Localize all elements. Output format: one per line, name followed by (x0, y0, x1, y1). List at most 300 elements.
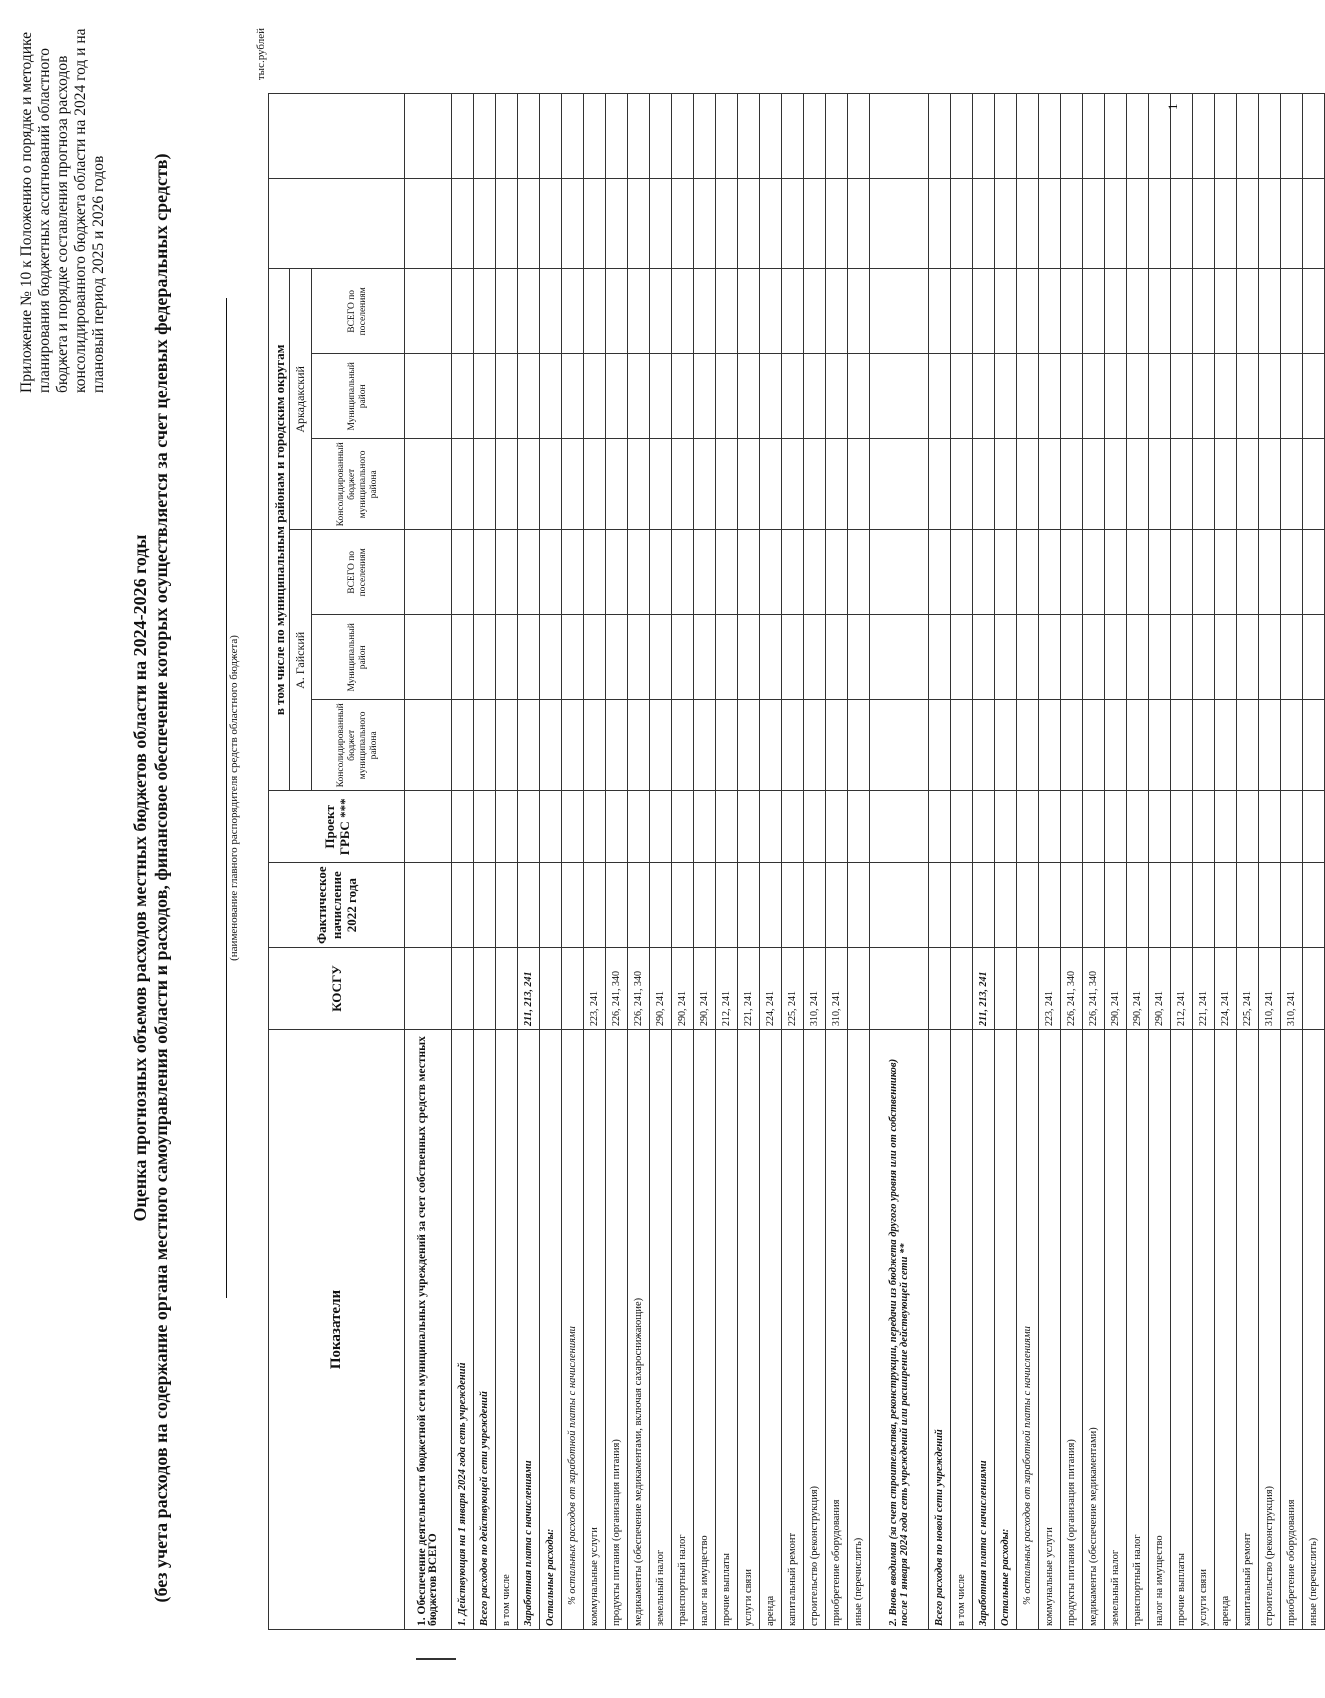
table-row (540, 94, 562, 1630)
value-cell (518, 700, 540, 791)
value-cell (1039, 354, 1061, 439)
value-cell (973, 530, 995, 615)
row-label: 1. Обеспечение деятельности бюджетной сети муниципальных учреждений за счет собственных средств местных бюджетов ВСЕГО (405, 1030, 452, 1630)
value-cell (672, 700, 694, 791)
row-label: Остальные расходы: (540, 1030, 562, 1630)
table-body (405, 94, 1325, 1630)
value-cell (562, 269, 584, 354)
row-kosgu (1303, 948, 1325, 1030)
value-cell (782, 179, 804, 269)
value-cell (405, 354, 452, 439)
value-cell (760, 269, 782, 354)
table-row (1303, 94, 1325, 1630)
value-cell (606, 863, 628, 948)
value-cell (826, 791, 848, 863)
value-cell (738, 863, 760, 948)
value-cell (1259, 530, 1281, 615)
value-cell (760, 700, 782, 791)
table-row (870, 94, 929, 1630)
header-municipal-district: Муниципальный район (312, 615, 405, 700)
value-cell (694, 439, 716, 530)
value-cell (540, 615, 562, 700)
value-cell (474, 863, 496, 948)
row-label: 2. Вновь вводимая (за счет строительства, реконструкции, передачи из бюджета другого уровня или от собственников) после 1 января 2024 года сеть учреждений или расширение действующей сети ** (870, 1030, 929, 1630)
value-cell (1039, 179, 1061, 269)
table-row (1083, 94, 1105, 1630)
value-cell (995, 439, 1017, 530)
value-cell (716, 354, 738, 439)
value-cell (540, 354, 562, 439)
value-cell (870, 94, 929, 179)
appendix-line: плановый период 2025 и 2026 годов (90, 155, 107, 393)
row-label: услуги связи (738, 1030, 760, 1630)
value-cell (848, 863, 870, 948)
value-cell (405, 94, 452, 179)
value-cell (1149, 354, 1171, 439)
row-label: Всего расходов по действующей сети учреждений (474, 1030, 496, 1630)
value-cell (1039, 615, 1061, 700)
value-cell (870, 179, 929, 269)
value-cell (826, 354, 848, 439)
appendix-note (18, 3, 108, 393)
value-cell (929, 863, 951, 948)
row-label: транспортный налог (672, 1030, 694, 1630)
row-kosgu: 212, 241 (1171, 948, 1193, 1030)
table-row (1171, 94, 1193, 1630)
value-cell (1127, 615, 1149, 700)
row-label: 1. Действующая на 1 января 2024 года сеть учреждений (452, 1030, 474, 1630)
value-cell (1149, 439, 1171, 530)
row-label: продукты питания (организация питания) (606, 1030, 628, 1630)
value-cell (694, 530, 716, 615)
value-cell (760, 615, 782, 700)
header-extra-col (269, 179, 405, 269)
value-cell (929, 615, 951, 700)
value-cell (951, 700, 973, 791)
value-cell (1127, 269, 1149, 354)
value-cell (628, 94, 650, 179)
value-cell (1193, 863, 1215, 948)
value-cell (1237, 439, 1259, 530)
row-kosgu: 310, 241 (804, 948, 826, 1030)
value-cell (474, 354, 496, 439)
value-cell (716, 791, 738, 863)
value-cell (826, 269, 848, 354)
value-cell (1215, 791, 1237, 863)
value-cell (738, 354, 760, 439)
value-cell (1171, 530, 1193, 615)
row-kosgu: 290, 241 (650, 948, 672, 1030)
header-settlements-total: ВСЕГО по поселениям (312, 269, 405, 354)
value-cell (628, 863, 650, 948)
value-cell (1127, 179, 1149, 269)
value-cell (1215, 615, 1237, 700)
table-row (929, 94, 951, 1630)
value-cell (804, 94, 826, 179)
value-cell (848, 269, 870, 354)
table-row (782, 94, 804, 1630)
table-row (804, 94, 826, 1630)
value-cell (672, 615, 694, 700)
row-kosgu: 310, 241 (826, 948, 848, 1030)
value-cell (584, 530, 606, 615)
value-cell (1303, 530, 1325, 615)
row-label: аренда (1215, 1030, 1237, 1630)
value-cell (760, 530, 782, 615)
value-cell (1215, 179, 1237, 269)
value-cell (1017, 94, 1039, 179)
value-cell (782, 94, 804, 179)
value-cell (1303, 94, 1325, 179)
value-cell (782, 700, 804, 791)
value-cell (826, 530, 848, 615)
value-cell (540, 863, 562, 948)
value-cell (518, 791, 540, 863)
value-cell (1281, 354, 1303, 439)
row-label: земельный налог (650, 1030, 672, 1630)
value-cell (716, 94, 738, 179)
value-cell (650, 179, 672, 269)
value-cell (628, 354, 650, 439)
value-cell (405, 863, 452, 948)
value-cell (694, 700, 716, 791)
value-cell (1281, 269, 1303, 354)
value-cell (973, 615, 995, 700)
row-label: % остальных расходов от заработной платы с начислениями (562, 1030, 584, 1630)
value-cell (1105, 439, 1127, 530)
page-number: 1 (1165, 103, 1180, 110)
value-cell (562, 863, 584, 948)
row-label: земельный налог (1105, 1030, 1127, 1630)
table-row (694, 94, 716, 1630)
table-row (848, 94, 870, 1630)
value-cell (694, 94, 716, 179)
value-cell (1105, 700, 1127, 791)
value-cell (606, 354, 628, 439)
value-cell (496, 354, 518, 439)
value-cell (951, 179, 973, 269)
table-row (1039, 94, 1061, 1630)
value-cell (738, 269, 760, 354)
value-cell (584, 863, 606, 948)
row-label: в том числе (496, 1030, 518, 1630)
title-line-2: (без учета расходов на содержание органа местного самоуправления области и расходов, финансовое обеспечение которых осуществляется за счет целевых федеральных средств) (151, 153, 171, 1603)
value-cell (929, 179, 951, 269)
row-kosgu: 225, 241 (782, 948, 804, 1030)
value-cell (496, 439, 518, 530)
value-cell (540, 439, 562, 530)
row-label: Остальные расходы: (995, 1030, 1017, 1630)
value-cell (929, 354, 951, 439)
row-kosgu: 290, 241 (694, 948, 716, 1030)
table-row (518, 94, 540, 1630)
value-cell (562, 791, 584, 863)
row-kosgu: 211, 213, 241 (973, 948, 995, 1030)
value-cell (584, 94, 606, 179)
value-cell (1017, 179, 1039, 269)
value-cell (1215, 863, 1237, 948)
value-cell (1039, 530, 1061, 615)
row-label: медикаменты (обеспечение медикаментами) (1083, 1030, 1105, 1630)
value-cell (650, 863, 672, 948)
value-cell (562, 439, 584, 530)
value-cell (1017, 439, 1039, 530)
value-cell (716, 269, 738, 354)
value-cell (496, 791, 518, 863)
table-row (584, 94, 606, 1630)
value-cell (606, 439, 628, 530)
value-cell (1083, 439, 1105, 530)
value-cell (1105, 94, 1127, 179)
value-cell (1127, 791, 1149, 863)
value-cell (606, 179, 628, 269)
value-cell (929, 269, 951, 354)
value-cell (540, 530, 562, 615)
value-cell (716, 700, 738, 791)
table-row (650, 94, 672, 1630)
value-cell (1061, 439, 1083, 530)
value-cell (628, 615, 650, 700)
value-cell (628, 530, 650, 615)
row-label: прочие выплаты (716, 1030, 738, 1630)
value-cell (804, 791, 826, 863)
value-cell (1127, 439, 1149, 530)
value-cell (628, 269, 650, 354)
value-cell (1237, 354, 1259, 439)
table-row (1215, 94, 1237, 1630)
table-row (951, 94, 973, 1630)
value-cell (1017, 863, 1039, 948)
row-label: медикаменты (обеспечение медикаментами, включая сахароснижающие) (628, 1030, 650, 1630)
value-cell (1303, 179, 1325, 269)
value-cell (760, 354, 782, 439)
appendix-line: консолидированного бюджета области на 2024 год и на (72, 28, 89, 393)
value-cell (1017, 791, 1039, 863)
value-cell (1083, 700, 1105, 791)
value-cell (672, 530, 694, 615)
table-row (628, 94, 650, 1630)
value-cell (1259, 700, 1281, 791)
value-cell (452, 439, 474, 530)
value-cell (474, 700, 496, 791)
value-cell (1171, 179, 1193, 269)
value-cell (496, 863, 518, 948)
value-cell (804, 530, 826, 615)
value-cell (1193, 439, 1215, 530)
header-consolidated-budget: Консолидированный бюджет муниципального района (312, 700, 405, 791)
value-cell (951, 269, 973, 354)
value-cell (452, 863, 474, 948)
value-cell (870, 863, 929, 948)
value-cell (1127, 863, 1149, 948)
value-cell (1061, 863, 1083, 948)
value-cell (760, 94, 782, 179)
row-kosgu (1017, 948, 1039, 1030)
value-cell (1039, 439, 1061, 530)
header-consolidated-budget: Консолидированный бюджет муниципального района (312, 439, 405, 530)
row-kosgu: 290, 241 (1127, 948, 1149, 1030)
value-cell (628, 791, 650, 863)
value-cell (1083, 791, 1105, 863)
table-row (1281, 94, 1303, 1630)
row-kosgu: 223, 241 (584, 948, 606, 1030)
row-kosgu: 211, 213, 241 (518, 948, 540, 1030)
grbs-name-underline (226, 298, 227, 1298)
value-cell (1215, 439, 1237, 530)
value-cell (826, 179, 848, 269)
value-cell (694, 269, 716, 354)
value-cell (738, 615, 760, 700)
value-cell (1193, 94, 1215, 179)
value-cell (1061, 615, 1083, 700)
value-cell (474, 530, 496, 615)
value-cell (1061, 354, 1083, 439)
value-cell (1259, 269, 1281, 354)
value-cell (973, 354, 995, 439)
value-cell (1281, 530, 1303, 615)
table-row (606, 94, 628, 1630)
value-cell (1171, 269, 1193, 354)
value-cell (1061, 530, 1083, 615)
row-label: капитальный ремонт (782, 1030, 804, 1630)
value-cell (1237, 791, 1259, 863)
value-cell (1105, 863, 1127, 948)
row-kosgu: 290, 241 (672, 948, 694, 1030)
value-cell (1237, 179, 1259, 269)
header-district-a-gaysky: А. Гайский (290, 530, 312, 791)
row-kosgu: 310, 241 (1259, 948, 1281, 1030)
value-cell (1281, 615, 1303, 700)
value-cell (782, 615, 804, 700)
value-cell (1237, 615, 1259, 700)
value-cell (1303, 863, 1325, 948)
value-cell (826, 615, 848, 700)
value-cell (474, 439, 496, 530)
value-cell (452, 530, 474, 615)
table-row (496, 94, 518, 1630)
value-cell (1061, 791, 1083, 863)
value-cell (405, 439, 452, 530)
row-kosgu: 221, 241 (1193, 948, 1215, 1030)
table-row (1259, 94, 1281, 1630)
value-cell (1083, 269, 1105, 354)
value-cell (518, 863, 540, 948)
value-cell (1149, 530, 1171, 615)
value-cell (562, 615, 584, 700)
value-cell (584, 269, 606, 354)
value-cell (628, 700, 650, 791)
row-kosgu: 226, 241, 340 (1061, 948, 1083, 1030)
value-cell (804, 269, 826, 354)
value-cell (995, 354, 1017, 439)
value-cell (650, 791, 672, 863)
value-cell (1237, 94, 1259, 179)
value-cell (1303, 700, 1325, 791)
value-cell (1281, 94, 1303, 179)
value-cell (973, 791, 995, 863)
value-cell (995, 700, 1017, 791)
value-cell (1149, 615, 1171, 700)
value-cell (452, 179, 474, 269)
value-cell (1171, 615, 1193, 700)
value-cell (584, 179, 606, 269)
table-row (452, 94, 474, 1630)
value-cell (782, 269, 804, 354)
value-cell (1237, 863, 1259, 948)
row-kosgu (929, 948, 951, 1030)
value-cell (951, 354, 973, 439)
value-cell (1127, 700, 1149, 791)
value-cell (694, 354, 716, 439)
row-label: строительство (реконструкция) (1259, 1030, 1281, 1630)
value-cell (562, 354, 584, 439)
value-cell (405, 700, 452, 791)
value-cell (995, 863, 1017, 948)
row-label: иные (перечислить) (1303, 1030, 1325, 1630)
row-label: иные (перечислить) (848, 1030, 870, 1630)
value-cell (870, 439, 929, 530)
value-cell (1281, 179, 1303, 269)
value-cell (1259, 615, 1281, 700)
value-cell (606, 269, 628, 354)
value-cell (1105, 615, 1127, 700)
appendix-line: Приложение № 10 к Положению о порядке и методике (18, 31, 35, 393)
value-cell (804, 700, 826, 791)
value-cell (452, 269, 474, 354)
value-cell (1017, 269, 1039, 354)
row-kosgu: 224, 241 (1215, 948, 1237, 1030)
value-cell (650, 615, 672, 700)
row-label: Заработная плата с начислениями (973, 1030, 995, 1630)
value-cell (716, 863, 738, 948)
value-cell (1259, 94, 1281, 179)
row-kosgu (405, 948, 452, 1030)
value-cell (848, 615, 870, 700)
table-row (995, 94, 1017, 1630)
value-cell (1303, 354, 1325, 439)
value-cell (1061, 179, 1083, 269)
value-cell (452, 700, 474, 791)
value-cell (1127, 94, 1149, 179)
value-cell (584, 615, 606, 700)
value-cell (540, 700, 562, 791)
value-cell (1039, 700, 1061, 791)
value-cell (1061, 94, 1083, 179)
row-kosgu: 226, 241, 340 (1083, 948, 1105, 1030)
value-cell (672, 94, 694, 179)
row-kosgu (540, 948, 562, 1030)
value-cell (760, 179, 782, 269)
value-cell (738, 179, 760, 269)
value-cell (995, 179, 1017, 269)
row-label: приобретение оборудования (826, 1030, 848, 1630)
value-cell (1215, 530, 1237, 615)
value-cell (848, 179, 870, 269)
value-cell (870, 269, 929, 354)
table-row (672, 94, 694, 1630)
value-cell (1083, 94, 1105, 179)
value-cell (1215, 269, 1237, 354)
value-cell (929, 439, 951, 530)
value-cell (496, 94, 518, 179)
value-cell (1017, 700, 1039, 791)
value-cell (1215, 354, 1237, 439)
value-cell (995, 615, 1017, 700)
value-cell (951, 615, 973, 700)
value-cell (1061, 269, 1083, 354)
value-cell (1281, 863, 1303, 948)
value-cell (1149, 700, 1171, 791)
